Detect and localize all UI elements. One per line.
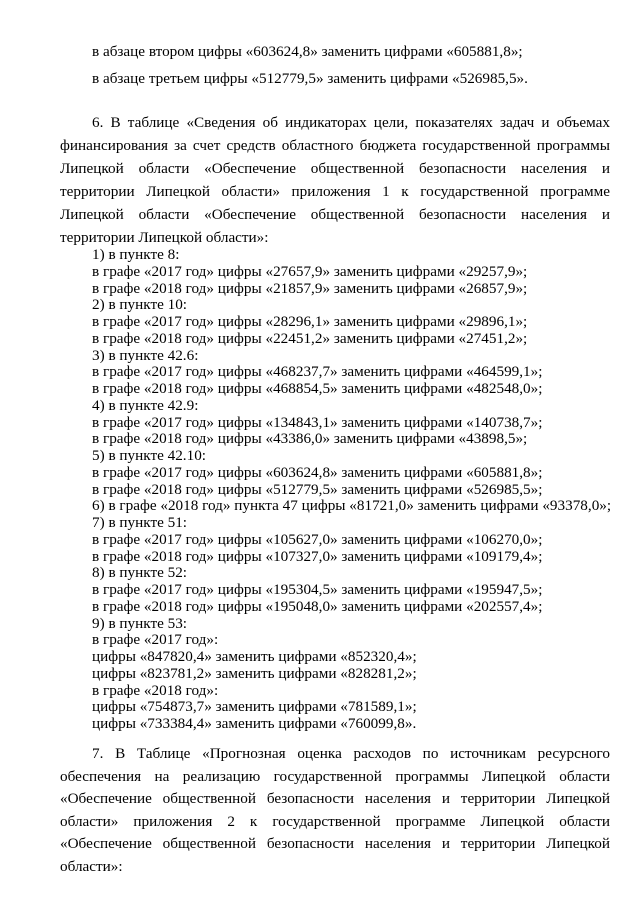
- list-item: цифры «847820,4» заменить цифрами «852320,4»;: [92, 648, 417, 665]
- list-item: в графе «2017 год» цифры «603624,8» заменить цифрами «605881,8»;: [92, 463, 543, 481]
- list-item: 5) в пункте 42.10:: [92, 447, 207, 464]
- list-item: в графе «2018 год» цифры «195048,0» заменить цифрами «202557,4»;: [92, 597, 543, 615]
- paragraph-line: «Обеспечение общественной безопасности населения и территории Липецкой: [60, 835, 610, 852]
- list-item: 6) в графе «2018 год» пункта 47 цифры «81721,0» заменить цифрами «93378,0»;: [92, 497, 612, 515]
- paragraph-line: области» приложения 2 к государственной программе Липецкой области: [60, 812, 610, 830]
- list-item: 1) в пункте 8:: [92, 246, 180, 263]
- list-item: 2) в пункте 10:: [92, 296, 188, 314]
- list-item: 3) в пункте 42.6:: [92, 346, 199, 364]
- list-item: в графе «2018 год» цифры «512779,5» заменить цифрами «526985,5»;: [92, 480, 543, 498]
- list-item: 9) в пункте 53:: [92, 614, 188, 632]
- list-item: в графе «2018 год» цифры «43386,0» заменить цифрами «43898,5»;: [92, 430, 528, 448]
- list-item: в графе «2018 год» цифры «468854,5» заменить цифрами «482548,0»;: [92, 380, 543, 397]
- list-item: 7) в пункте 51:: [92, 514, 188, 531]
- list-item: 4) в пункте 42.9:: [92, 396, 199, 414]
- list-item: в графе «2018 год» цифры «22451,2» заменить цифрами «27451,2»;: [92, 329, 528, 347]
- list-item: в графе «2017 год» цифры «134843,1» заменить цифрами «140738,7»;: [92, 413, 543, 431]
- list-item: в графе «2017 год»:: [92, 631, 219, 649]
- list-item: в графе «2017 год» цифры «27657,9» заменить цифрами «29257,9»;: [92, 262, 528, 280]
- text-line: в абзаце втором цифры «603624,8» заменить цифрами «605881,8»;: [92, 43, 523, 60]
- paragraph-line: обеспечения на реализацию государственной программы Липецкой области: [60, 767, 610, 785]
- paragraph-line: территории Липецкой области»:: [60, 229, 269, 246]
- paragraph-line: «Обеспечение общественной безопасности населения и территории Липецкой: [60, 790, 610, 807]
- list-item: 8) в пункте 52:: [92, 564, 188, 582]
- list-item: в графе «2018 год»:: [92, 681, 219, 699]
- paragraph-line: области»:: [60, 857, 123, 875]
- text-line: в абзаце третьем цифры «512779,5» заменить цифрами «526985,5».: [92, 70, 528, 87]
- list-item: в графе «2017 год» цифры «28296,1» заменить цифрами «29896,1»;: [92, 313, 528, 330]
- list-item: цифры «823781,2» заменить цифрами «828281,2»;: [92, 664, 417, 682]
- list-item: цифры «754873,7» заменить цифрами «781589,1»;: [92, 698, 417, 716]
- list-item: в графе «2018 год» цифры «107327,0» заменить цифрами «109179,4»;: [92, 547, 543, 565]
- paragraph-line: территории Липецкой области» приложения 1 к государственной программе: [60, 183, 610, 200]
- list-item: в графе «2017 год» цифры «105627,0» заменить цифрами «106270,0»;: [92, 530, 543, 548]
- paragraph-line: Липецкой области «Обеспечение общественной безопасности населения и: [60, 160, 610, 177]
- list-item: цифры «733384,4» заменить цифрами «760099,8».: [92, 715, 417, 732]
- list-item: в графе «2018 год» цифры «21857,9» заменить цифрами «26857,9»;: [92, 279, 528, 297]
- list-item: в графе «2017 год» цифры «195304,5» заменить цифрами «195947,5»;: [92, 581, 543, 598]
- paragraph-line: Липецкой области «Обеспечение общественной безопасности населения и: [60, 206, 610, 223]
- list-item: в графе «2017 год» цифры «468237,7» заменить цифрами «464599,1»;: [92, 363, 543, 381]
- paragraph-line: 6. В таблице «Сведения об индикаторах цели, показателях задач и объемах: [92, 114, 610, 131]
- paragraph-line: 7. В Таблице «Прогнозная оценка расходов по источникам ресурсного: [92, 745, 610, 762]
- paragraph-line: финансирования за счет средств областного бюджета государственной программы: [60, 137, 610, 154]
